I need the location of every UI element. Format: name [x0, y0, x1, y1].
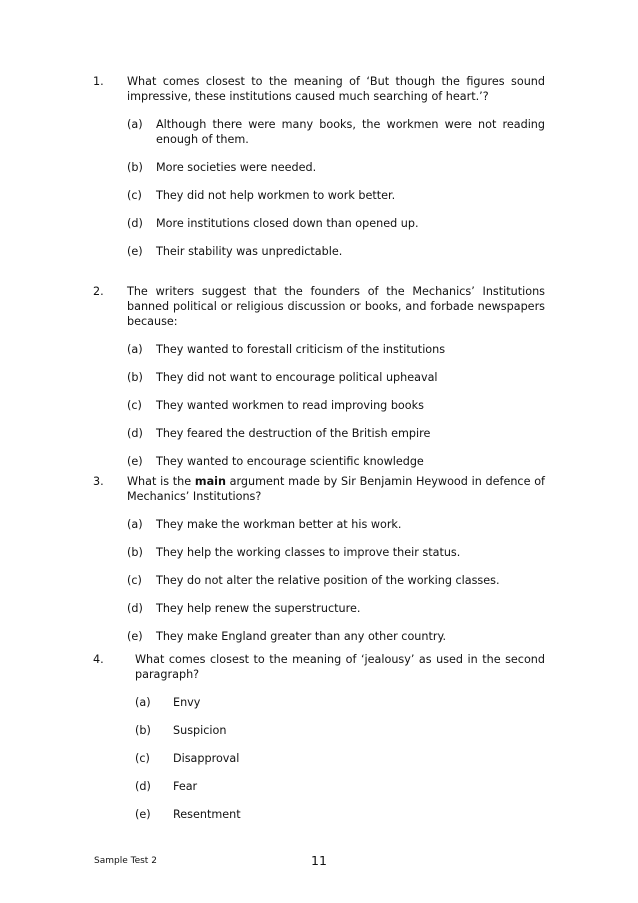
- question-text: [127, 474, 545, 504]
- option-b: [127, 545, 545, 560]
- question-text-start: What is the: [127, 475, 195, 488]
- question-number: 1.: [93, 75, 104, 88]
- footer-test-name: Sample Test 2: [94, 856, 157, 866]
- question-1: [93, 74, 545, 259]
- option-label: (c): [127, 399, 142, 412]
- option-text: Their stability was unpredictable.: [156, 245, 343, 258]
- option-b: [127, 370, 545, 385]
- option-text: They wanted to encourage scientific knowledge: [156, 455, 424, 468]
- option-c: [127, 398, 545, 413]
- option-label: (b): [127, 546, 143, 559]
- option-label: (e): [127, 245, 143, 258]
- option-a: [127, 342, 545, 357]
- question-number: 4.: [93, 653, 104, 666]
- question-text: What comes closest to the meaning of ‘But though the figures sound impressive, these institutions caused much searching of heart.’?: [127, 75, 545, 103]
- option-text: They wanted workmen to read improving books: [156, 399, 424, 412]
- option-label: (e): [127, 630, 143, 643]
- option-label: (a): [127, 118, 143, 131]
- option-c: [127, 573, 545, 588]
- page-number: 11: [311, 853, 327, 868]
- question-text-end: argument made by Sir Benjamin Heywood in defence of Mechanics’ Institutions?: [127, 475, 545, 503]
- option-text: They help renew the superstructure.: [156, 602, 361, 615]
- option-label: (d): [127, 427, 143, 440]
- option-label: (b): [135, 724, 151, 737]
- option-label: (b): [127, 371, 143, 384]
- option-label: (c): [127, 189, 142, 202]
- option-b: [135, 723, 545, 738]
- option-text: They did not want to encourage political upheaval: [156, 371, 438, 384]
- question-2: [93, 284, 545, 469]
- question-number: 3.: [93, 475, 104, 488]
- option-text: Resentment: [173, 808, 241, 821]
- option-label: (c): [127, 574, 142, 587]
- option-a: [127, 517, 545, 532]
- option-label: (e): [127, 455, 143, 468]
- option-label: (d): [127, 217, 143, 230]
- option-c: [135, 751, 545, 766]
- option-e: [135, 807, 545, 822]
- option-e: [127, 629, 545, 644]
- question-text: The writers suggest that the founders of the Mechanics’ Institutions banned political or religious discussion or books, and forbade newspapers because:: [127, 285, 545, 328]
- option-text: They help the working classes to improve their status.: [156, 546, 461, 559]
- option-text: Fear: [173, 780, 198, 793]
- option-a: [127, 117, 545, 147]
- question-number: 2.: [93, 285, 104, 298]
- option-text: Suspicion: [173, 724, 227, 737]
- option-b: [127, 160, 545, 175]
- option-label: (b): [127, 161, 143, 174]
- option-text: They feared the destruction of the British empire: [156, 427, 431, 440]
- option-d: [135, 779, 545, 794]
- question-4: [93, 652, 545, 822]
- question-text-emphasis: main: [194, 475, 226, 488]
- option-text: They did not help workmen to work better.: [156, 189, 396, 202]
- option-text: More societies were needed.: [156, 161, 317, 174]
- option-label: (d): [127, 602, 143, 615]
- question-3: [93, 474, 545, 644]
- option-text: Disapproval: [173, 752, 240, 765]
- option-e: [127, 454, 545, 469]
- option-text: Envy: [173, 696, 201, 709]
- option-text: They wanted to forestall criticism of the institutions: [156, 343, 446, 356]
- option-text: They make the workman better at his work.: [156, 518, 402, 531]
- option-label: (a): [127, 343, 143, 356]
- option-d: [127, 426, 545, 441]
- option-text: Although there were many books, the workmen were not reading enough of them.: [156, 118, 545, 146]
- option-e: [127, 244, 545, 259]
- option-text: More institutions closed down than opened up.: [156, 217, 419, 230]
- option-label: (a): [127, 518, 143, 531]
- question-text: What comes closest to the meaning of ‘jealousy’ as used in the second paragraph?: [135, 653, 545, 681]
- option-c: [127, 188, 545, 203]
- option-label: (c): [135, 752, 150, 765]
- option-text: They do not alter the relative position of the working classes.: [156, 574, 500, 587]
- option-d: [127, 601, 545, 616]
- option-label: (a): [135, 696, 151, 709]
- option-label: (d): [135, 780, 151, 793]
- option-d: [127, 216, 545, 231]
- option-text: They make England greater than any other country.: [156, 630, 447, 643]
- option-a: [135, 695, 545, 710]
- option-label: (e): [135, 808, 151, 821]
